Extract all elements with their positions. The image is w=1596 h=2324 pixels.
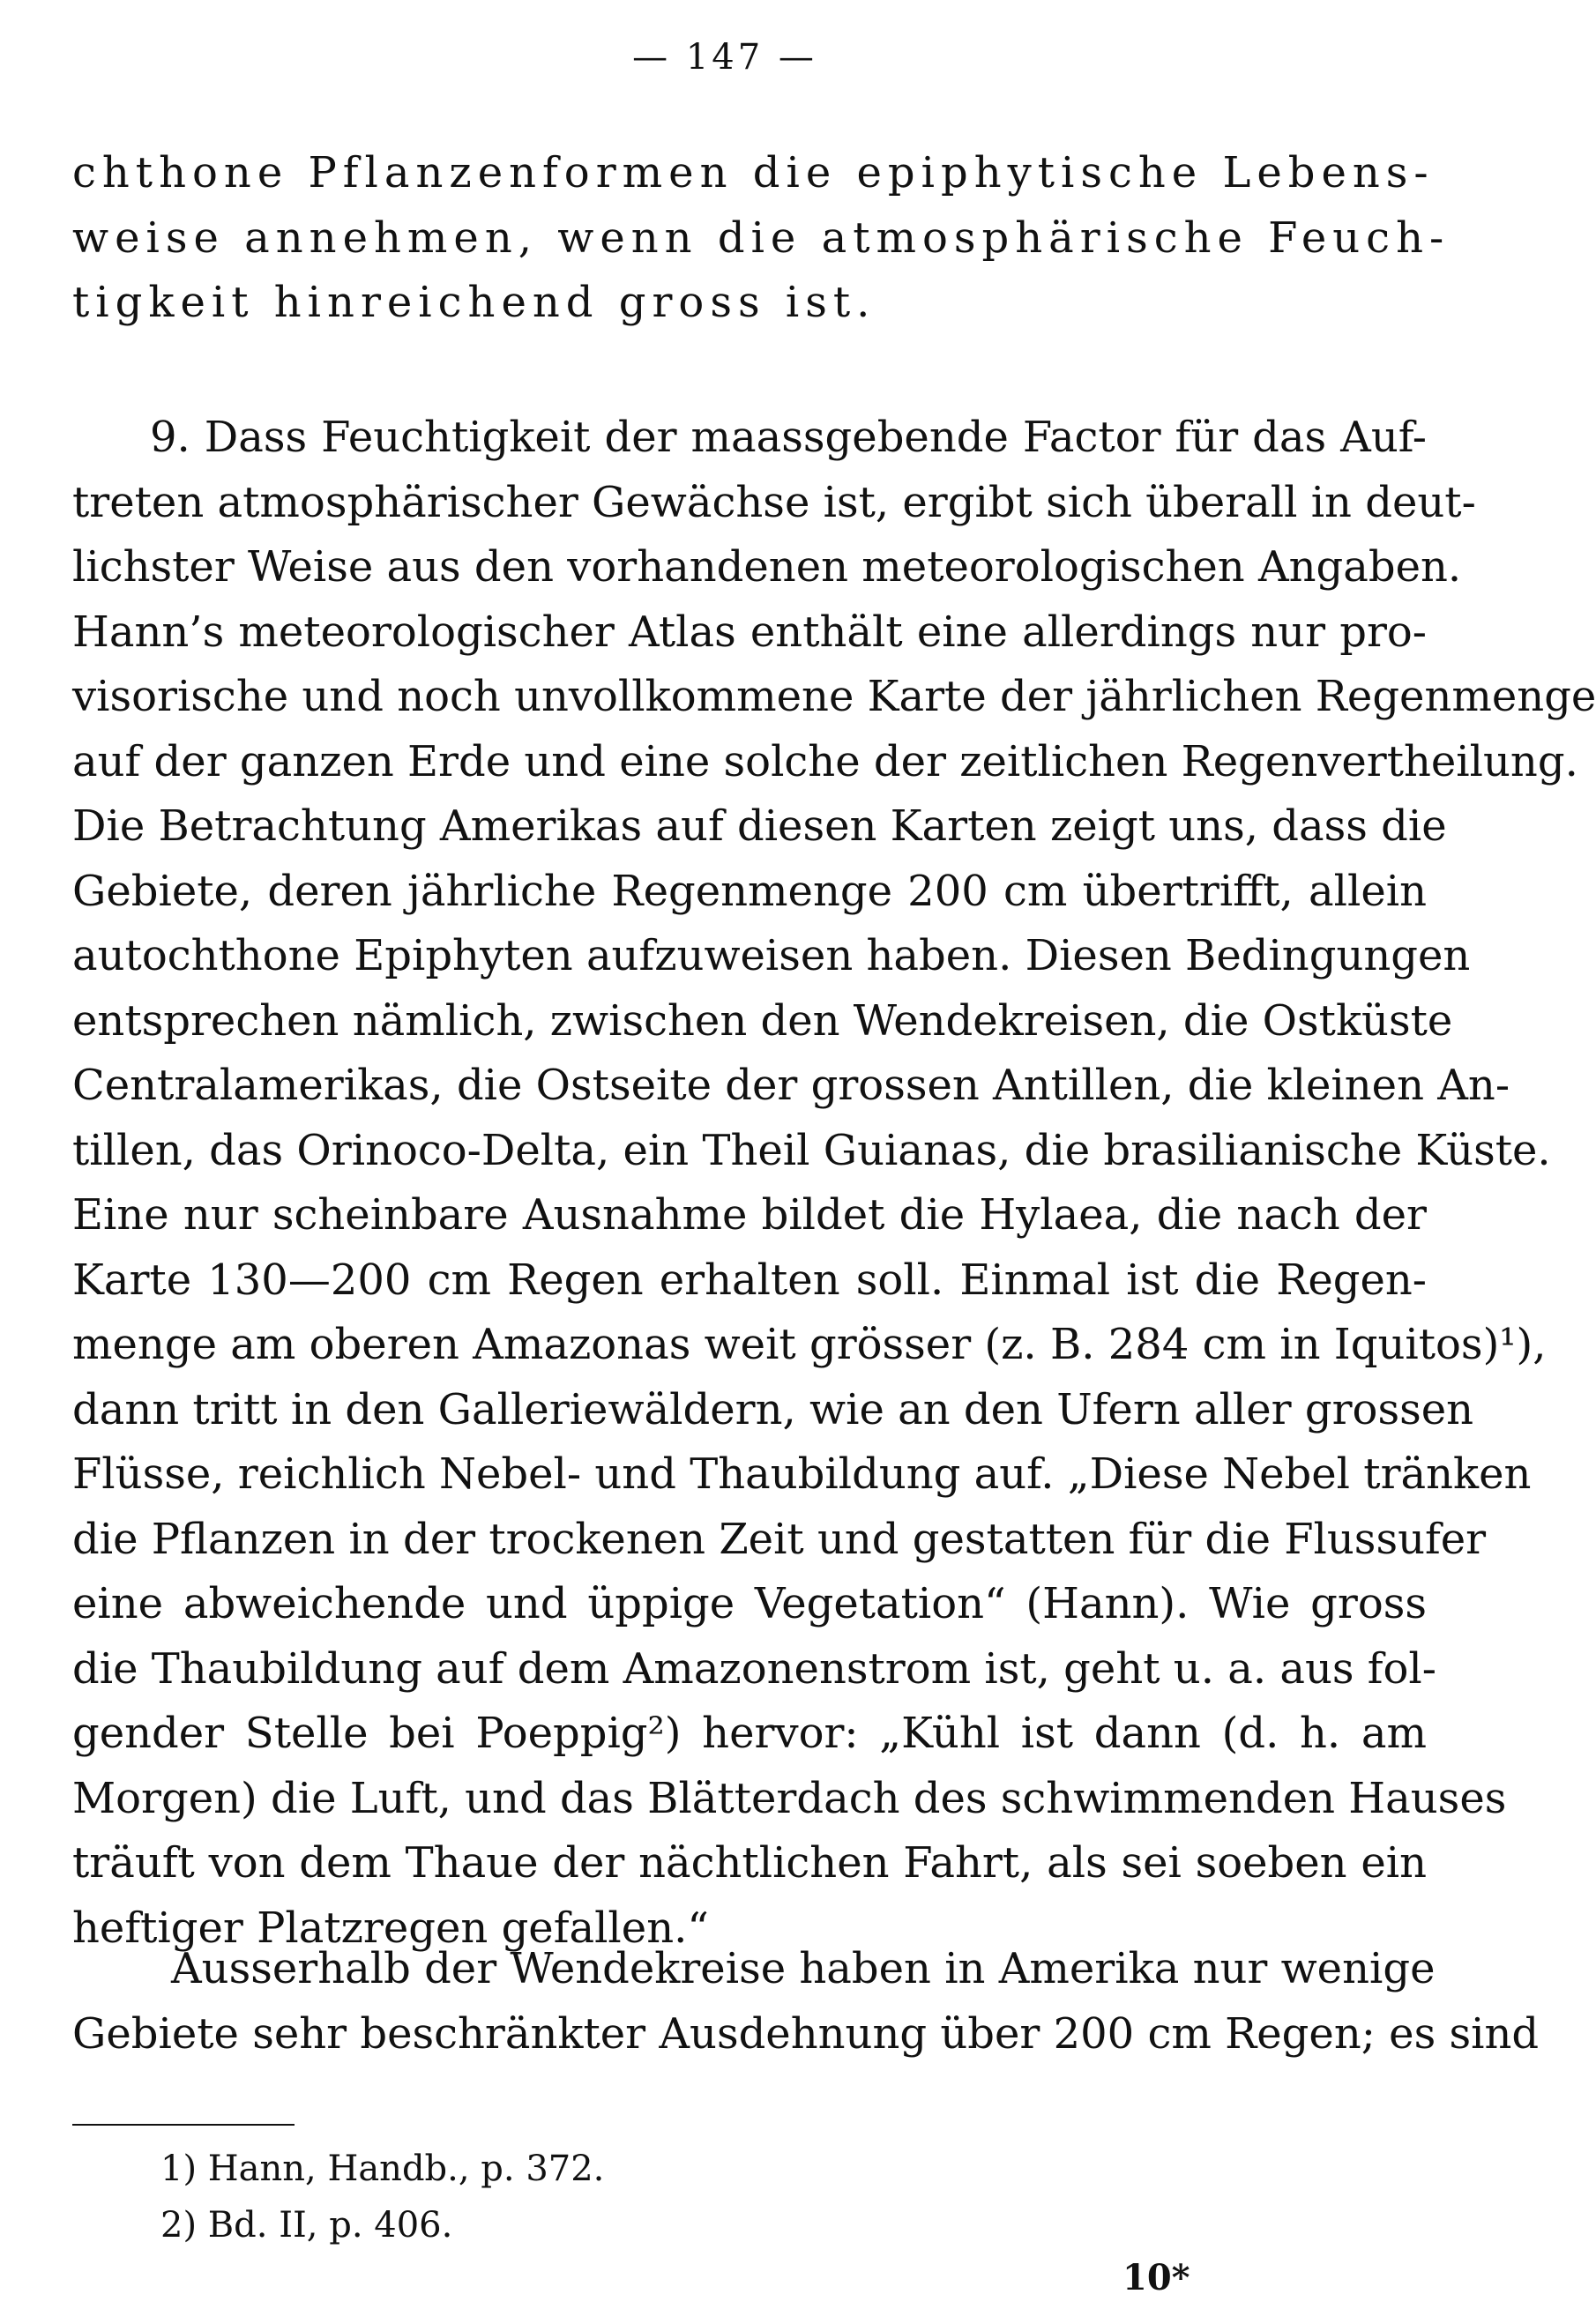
signature-mark: 10*: [1122, 2257, 1190, 2298]
text-line: die Thaubildung auf dem Amazonenstrom ist, geht u. a. aus fol-: [72, 1643, 1436, 1694]
text-line: träuft von dem Thaue der nächtlichen Fahrt, als sei soeben ein: [72, 1838, 1427, 1888]
text-line: heftiger Platzregen gefallen.“: [72, 1903, 709, 1953]
text-line: autochthone Epiphyten aufzuweisen haben. Diesen Bedingungen: [72, 931, 1471, 980]
text-line: treten atmosphärischer Gewächse ist, ergibt sich überall in deut-: [72, 477, 1476, 527]
text-line: Centralamerikas, die Ostseite der grossen Antillen, die kleinen An-: [72, 1061, 1510, 1110]
text-line: Morgen) die Luft, und das Blätterdach des schwimmenden Hauses: [72, 1773, 1507, 1823]
footnotes: [160, 2141, 604, 2253]
text-line: Gebiete sehr beschränkter Ausdehnung über 200 cm Regen; es sind: [72, 2008, 1540, 2059]
text-line: gender Stelle bei Poeppig²) hervor: „Kühl ist dann (d. h. am: [72, 1709, 1427, 1758]
text-line: auf der ganzen Erde und eine solche der zeitlichen Regenvertheilung.: [72, 736, 1578, 786]
footnote: 2) Bd. II, p. 406.: [160, 2205, 453, 2246]
text-line: Flüsse, reichlich Nebel- und Thaubildung auf. „Diese Nebel tränken: [72, 1449, 1532, 1499]
text-line: dann tritt in den Galleriewäldern, wie an den Ufern aller grossen: [72, 1384, 1474, 1434]
text-line: lichster Weise aus den vorhandenen meteorologischen Angaben.: [72, 542, 1462, 592]
paragraph-outside-tropics: [72, 1937, 1540, 2067]
paragraph-continuation: [72, 141, 1451, 336]
text-line: Karte 130—200 cm Regen erhalten soll. Einmal ist die Regen-: [72, 1255, 1427, 1305]
text-line: Eine nur scheinbare Ausnahme bildet die Hylaea, die nach der: [72, 1190, 1427, 1240]
text-line: die Pflanzen in der trockenen Zeit und gestatten für die Flussufer: [72, 1514, 1487, 1564]
text-line: tillen, das Orinoco-Delta, ein Theil Guianas, die brasilianische Küste.: [72, 1125, 1551, 1175]
paragraph-9: [72, 406, 1596, 1961]
text-line: visorische und noch unvollkommene Karte der jährlichen Regenmenge: [72, 672, 1596, 721]
footnote: 1) Hann, Handb., p. 372.: [160, 2149, 605, 2189]
text-line: eine abweichende und üppige Vegetation“ (Hann). Wie gross: [72, 1579, 1427, 1628]
text-line: chthone Pflanzenformen die epiphytische Lebens-: [72, 148, 1435, 197]
text-line: Gebiete, deren jährliche Regenmenge 200 cm übertrifft, allein: [72, 866, 1427, 916]
page-number: — 147 —: [632, 37, 817, 78]
text-line: entsprechen nämlich, zwischen den Wendekreisen, die Ostküste: [72, 995, 1453, 1046]
text-line: weise annehmen, wenn die atmosphärische Feuch-: [72, 212, 1451, 263]
footnote-divider: [72, 2124, 295, 2126]
text-line: Hann’s meteorologischer Atlas enthält eine allerdings nur pro-: [72, 607, 1427, 657]
text-line: tigkeit hinreichend gross ist.: [72, 278, 876, 327]
text-line: Die Betrachtung Amerikas auf diesen Karten zeigt uns, dass die: [72, 801, 1447, 851]
text-line: menge am oberen Amazonas weit grösser (z. B. 284 cm in Iquitos)¹),: [72, 1320, 1547, 1369]
text-line: Ausserhalb der Wendekreise haben in Amerika nur wenige: [171, 1944, 1436, 1993]
text-line: 9. Dass Feuchtigkeit der maassgebende Factor für das Auf-: [150, 413, 1427, 462]
